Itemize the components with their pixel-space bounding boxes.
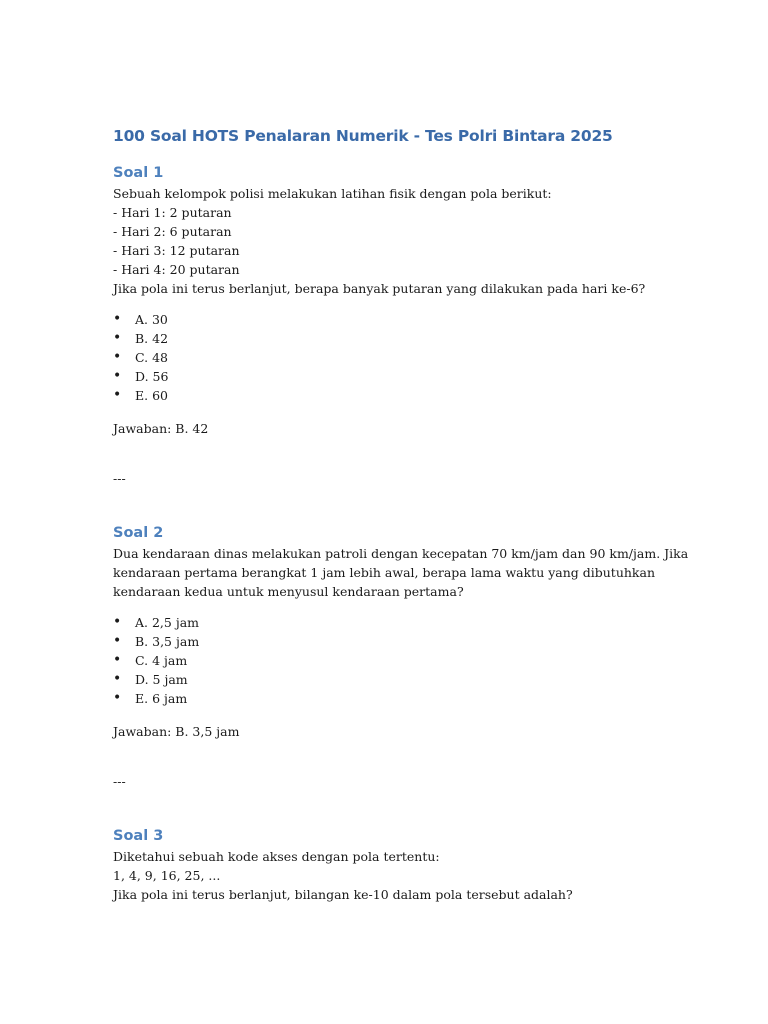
question-heading: Soal 2 bbox=[113, 525, 164, 541]
question-line: Dua kendaraan dinas melakukan patroli dengan kecepatan 70 km/jam dan 90 km/jam. Jika bbox=[113, 546, 689, 561]
question-1 bbox=[113, 162, 673, 438]
option-label: E. 60 bbox=[135, 388, 168, 403]
section-divider: --- bbox=[113, 471, 126, 486]
question-line: kendaraan pertama berangkat 1 jam lebih awal, berapa lama waktu yang dibutuhkan bbox=[113, 565, 656, 580]
options-list bbox=[113, 310, 673, 405]
bullet-icon: • bbox=[113, 349, 122, 365]
option-label: A. 2,5 jam bbox=[135, 615, 200, 630]
bullet-icon: • bbox=[113, 614, 122, 630]
option-label: A. 30 bbox=[135, 312, 168, 327]
question-line: - Hari 1: 2 putaran bbox=[113, 205, 232, 220]
bullet-icon: • bbox=[113, 311, 122, 327]
answer-text: Jawaban: B. 3,5 jam bbox=[113, 724, 240, 739]
section-divider: --- bbox=[113, 774, 126, 789]
question-text bbox=[113, 847, 673, 904]
option-label: C. 4 jam bbox=[135, 653, 188, 668]
option-item bbox=[113, 310, 673, 329]
question-line: 1, 4, 9, 16, 25, ... bbox=[113, 868, 221, 883]
option-item bbox=[113, 386, 673, 405]
question-line: Jika pola ini terus berlanjut, bilangan ke-10 dalam pola tersebut adalah? bbox=[113, 887, 573, 902]
option-item bbox=[113, 613, 673, 632]
option-item bbox=[113, 689, 673, 708]
option-label: B. 3,5 jam bbox=[135, 634, 200, 649]
option-label: C. 48 bbox=[135, 350, 168, 365]
question-line: kendaraan kedua untuk menyusul kendaraan pertama? bbox=[113, 584, 464, 599]
bullet-icon: • bbox=[113, 368, 122, 384]
question-2 bbox=[113, 522, 689, 741]
question-text bbox=[113, 544, 689, 601]
option-item bbox=[113, 651, 673, 670]
options-list bbox=[113, 613, 673, 708]
question-line: - Hari 3: 12 putaran bbox=[113, 243, 240, 258]
option-item bbox=[113, 632, 673, 651]
question-line: Jika pola ini terus berlanjut, berapa banyak putaran yang dilakukan pada hari ke-6? bbox=[113, 281, 646, 296]
option-item bbox=[113, 329, 673, 348]
option-item bbox=[113, 670, 673, 689]
bullet-icon: • bbox=[113, 330, 122, 346]
bullet-icon: • bbox=[113, 671, 122, 687]
bullet-icon: • bbox=[113, 690, 122, 706]
option-label: D. 56 bbox=[135, 369, 169, 384]
question-text bbox=[113, 184, 673, 298]
option-item bbox=[113, 348, 673, 367]
option-label: B. 42 bbox=[135, 331, 169, 346]
answer-text: Jawaban: B. 42 bbox=[113, 421, 209, 436]
option-label: E. 6 jam bbox=[135, 691, 188, 706]
question-line: Diketahui sebuah kode akses dengan pola tertentu: bbox=[113, 849, 440, 864]
bullet-icon: • bbox=[113, 633, 122, 649]
bullet-icon: • bbox=[113, 387, 122, 403]
question-line: Sebuah kelompok polisi melakukan latihan fisik dengan pola berikut: bbox=[113, 186, 552, 201]
document-title: 100 Soal HOTS Penalaran Numerik - Tes Polri Bintara 2025 bbox=[113, 127, 613, 145]
question-heading: Soal 1 bbox=[113, 165, 164, 181]
document-body bbox=[113, 124, 689, 904]
option-label: D. 5 jam bbox=[135, 672, 188, 687]
question-line: - Hari 4: 20 putaran bbox=[113, 262, 240, 277]
question-heading: Soal 3 bbox=[113, 828, 164, 844]
question-3 bbox=[113, 825, 673, 904]
option-item bbox=[113, 367, 673, 386]
bullet-icon: • bbox=[113, 652, 122, 668]
question-line: - Hari 2: 6 putaran bbox=[113, 224, 232, 239]
